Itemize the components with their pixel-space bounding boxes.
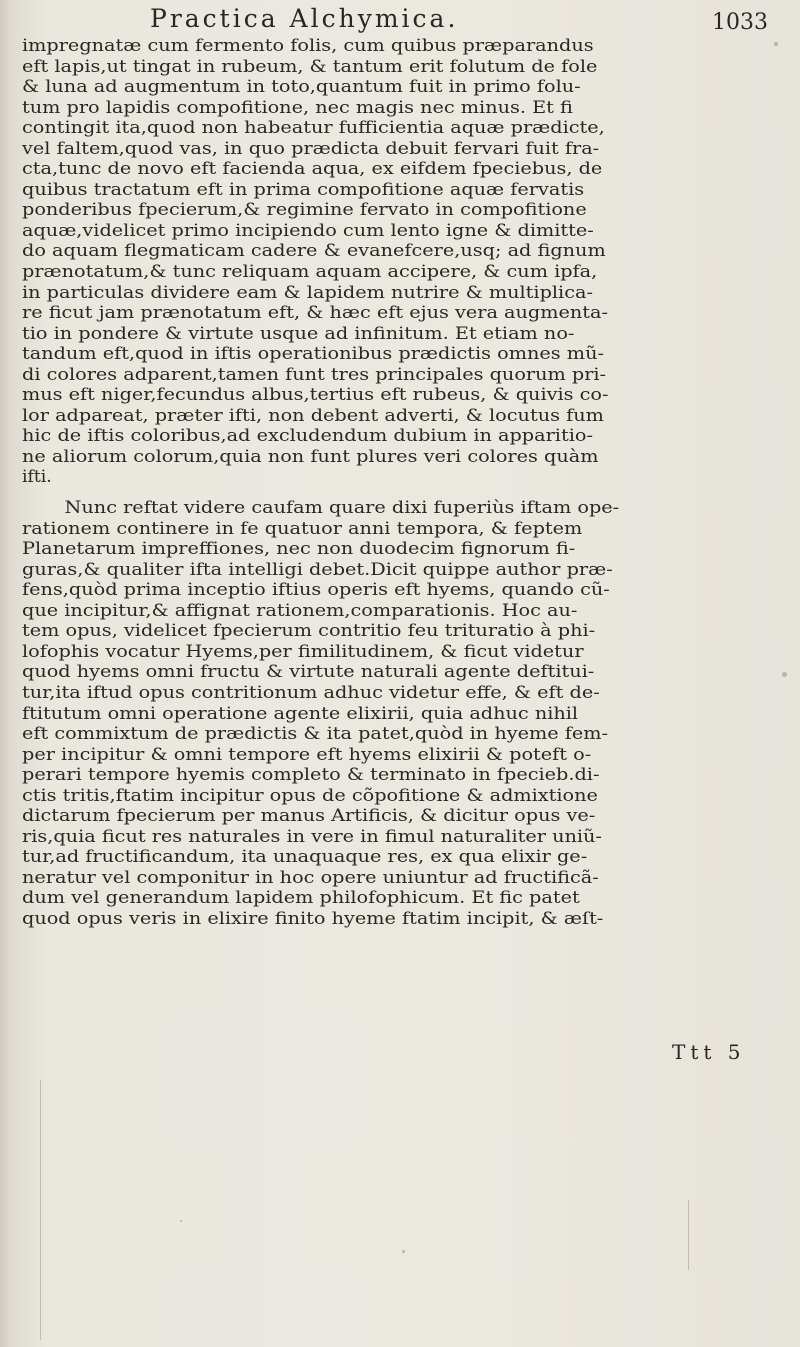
text-line: lofophis vocatur Hyems,per fimilitudinem, & ficut videtur bbox=[22, 641, 584, 662]
text-line: que incipitur,& affignat rationem,comparationis. Hoc au- bbox=[22, 600, 578, 621]
paper-mark bbox=[40, 1080, 41, 1340]
text-line: eft lapis,ut tingat in rubeum, & tantum erit folutum de fole bbox=[22, 56, 598, 77]
page-edge-shadow bbox=[0, 0, 10, 1347]
text-line: di colores adparent,tamen funt tres principales quorum pri- bbox=[22, 364, 607, 385]
text-line: Nunc reftat videre caufam quare dixi fuperiùs iftam ope- bbox=[64, 498, 620, 519]
text-line: mus eft niger,fecundus albus,tertius eft rubeus, & quivis co- bbox=[22, 385, 609, 406]
text-line: impregnatæ cum fermento folis, cum quibus præparandus bbox=[22, 36, 594, 56]
text-line: ponderibus fpecierum,& regimine fervato in compofitione bbox=[22, 200, 587, 221]
page-number: 1033 bbox=[712, 10, 768, 35]
text-line: vel faltem,quod vas, in quo prædicta debuit fervari fuit fra- bbox=[22, 138, 600, 159]
text-line: cta,tunc de novo eft facienda aqua, ex eifdem fpeciebus, de bbox=[22, 159, 603, 180]
text-line: quibus tractatum eft in prima compofitione aquæ fervatis bbox=[22, 179, 585, 200]
text-line: quod opus veris in elixire finito hyeme ftatim incipit, & æſt- bbox=[22, 908, 604, 929]
body-text bbox=[22, 36, 782, 930]
text-line: ne aliorum colorum,quia non funt plures veri colores quàm bbox=[22, 446, 599, 467]
text-line: neratur vel componitur in hoc opere uniuntur ad fructificã- bbox=[22, 867, 599, 888]
signature-mark: Ttt 5 bbox=[672, 1040, 746, 1064]
text-line: ctis tritis,ftatim incipitur opus de cõpofitione & admixtione bbox=[22, 785, 598, 806]
text-line: guras,& qualiter ifta intelligi debet.Dicit quippe author præ- bbox=[22, 559, 613, 580]
text-line: ris,quia ficut res naturales in vere in fimul naturaliter uniũ- bbox=[22, 826, 602, 847]
paper-speck bbox=[180, 1220, 182, 1222]
paper-speck bbox=[402, 1250, 405, 1253]
paper-speck bbox=[782, 672, 787, 677]
text-line: dictarum fpecierum per manus Artificis, & dicitur opus ve- bbox=[22, 806, 596, 827]
text-line: tur,ad fructificandum, ita unaquaque res, ex qua elixir ge- bbox=[22, 847, 588, 868]
paper-speck bbox=[774, 42, 778, 46]
text-line: aquæ,videlicet primo incipiendo cum lento igne & dimitte- bbox=[22, 220, 594, 241]
text-line: ifti. bbox=[22, 467, 52, 488]
page-header bbox=[0, 2, 800, 36]
text-line: perari tempore hyemis completo & terminato in fpecieb.di- bbox=[22, 765, 600, 786]
text-line: prænotatum,& tunc reliquam aquam accipere, & cum ipfa, bbox=[22, 262, 598, 283]
text-line: eft commixtum de prædictis & ita patet,quòd in hyeme fem- bbox=[22, 724, 609, 745]
text-line: per incipitur & omni tempore eft hyems elixirii & poteft o- bbox=[22, 744, 592, 765]
paragraph-gap bbox=[22, 488, 782, 498]
text-line: tio in pondere & virtute usque ad infinitum. Et etiam no- bbox=[22, 323, 575, 344]
text-line: dum vel generandum lapidem philofophicum. Et fic patet bbox=[22, 888, 580, 909]
running-head: Practica Alchymica. bbox=[150, 4, 459, 33]
text-line: hic de iftis coloribus,ad excludendum dubium in apparitio- bbox=[22, 426, 593, 447]
text-line: tur,ita iftud opus contritionum adhuc videtur effe, & eft de- bbox=[22, 682, 600, 703]
text-line: do aquam flegmaticam cadere & evanefcere,usq; ad fignum bbox=[22, 241, 606, 262]
paragraph bbox=[22, 498, 782, 929]
text-line: tum pro lapidis compofitione, nec magis nec minus. Et fi bbox=[22, 97, 573, 118]
text-line: tandum eft,quod in iftis operationibus prædictis omnes mũ- bbox=[22, 344, 604, 365]
text-line: rationem continere in fe quatuor anni tempora, & feptem bbox=[22, 518, 583, 539]
paragraph bbox=[22, 36, 782, 488]
text-line: in particulas dividere eam & lapidem nutrire & multiplica- bbox=[22, 282, 593, 303]
text-line: tem opus, videlicet fpecierum contritio feu trituratio à phi- bbox=[22, 621, 596, 642]
text-line: quod hyems omni fructu & virtute naturali agente deftitui- bbox=[22, 662, 595, 683]
paper-mark bbox=[688, 1200, 689, 1270]
text-line: fens,quòd prima inceptio iftius operis eft hyems, quando cũ- bbox=[22, 580, 610, 601]
text-line: lor adpareat, præter ifti, non debent adverti, & locutus fum bbox=[22, 405, 604, 426]
text-line: re ficut jam prænotatum eft, & hæc eft ejus vera augmenta- bbox=[22, 303, 609, 324]
text-line: Planetarum impreffiones, nec non duodecim fignorum fi- bbox=[22, 539, 576, 560]
text-line: & luna ad augmentum in toto,quantum fuit in primo folu- bbox=[22, 77, 581, 98]
text-line: contingit ita,quod non habeatur fufficientia aquæ prædicte, bbox=[22, 118, 605, 139]
text-line: ftitutum omni operatione agente elixirii, quia adhuc nihil bbox=[22, 703, 579, 724]
